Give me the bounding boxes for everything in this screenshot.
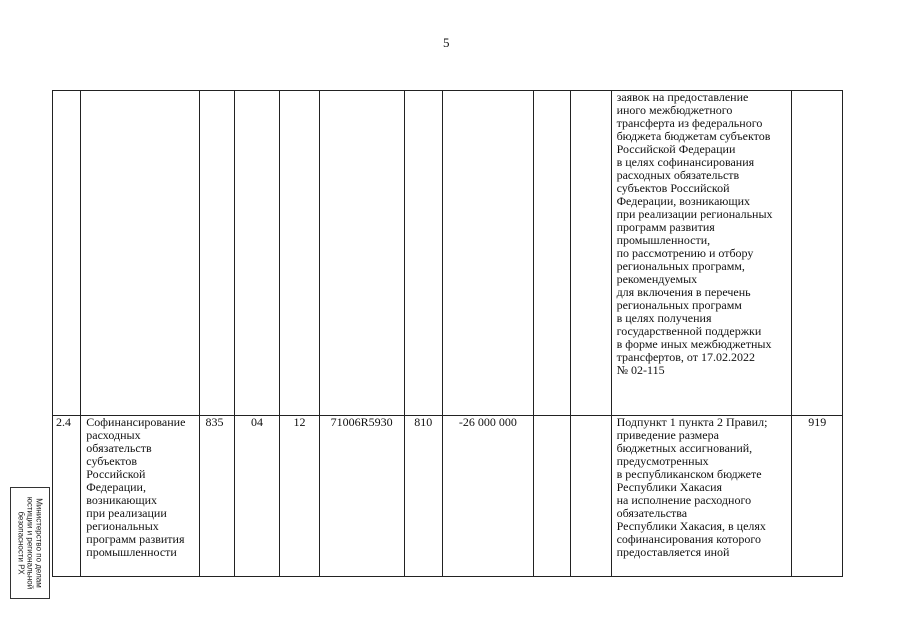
cell-basis: заявок на предоставление иного межбюджетного трансферта из федерального бюджета бюджетам субъектов Российской Федерации в целях софинансирования расходных обязательств субъектов Российской Федерации, возникающих при реализации региональных программ развития промышленности, по рассмотрению и отбору региональных программ, рекомендуемых для включения в перечень региональных программ в целях получения государственной поддержки в форме иных межбюджетных трансфертов, от 17.02.2022 № 02-115 [611,91,792,416]
table-row-continued [53,91,843,416]
cell-code-d: 71006R5930 [319,416,404,577]
cell-name: Софинансирование расходных обязательств субъектов Российской Федерации, возникающих при реализации региональных программ развития промышленности [81,416,200,577]
page-number: 5 [443,35,450,50]
cell-code-c [280,91,319,416]
cell-code-c: 12 [280,416,319,577]
cell-number: 2.4 [53,416,81,577]
cell-h [571,91,611,416]
cell-h [571,416,611,577]
cell-last: 919 [792,416,843,577]
cell-code-e: 810 [404,416,442,577]
cell-code-e [404,91,442,416]
cell-name [81,91,200,416]
cell-g [533,91,570,416]
cell-code-a [200,91,234,416]
cell-g [533,416,570,577]
cell-amount [442,91,533,416]
registration-stamp [10,487,50,599]
stamp-text: Министерство по делам юстиции и региональной безопасности РХ [16,496,44,590]
cell-last [792,91,843,416]
cell-amount: -26 000 000 [442,416,533,577]
cell-code-b [234,91,279,416]
cell-number [53,91,81,416]
table-row-2-4 [53,416,843,577]
cell-code-b: 04 [234,416,279,577]
cell-basis: Подпункт 1 пункта 2 Правил; приведение размера бюджетных ассигнований, предусмотренных в республиканском бюджете Республики Хакасия на исполнение расходного обязательства Республики Хакасия, в целях софинансирования которого предоставляется иной [611,416,792,577]
budget-changes-table [52,90,843,577]
cell-code-a: 835 [200,416,234,577]
cell-code-d [319,91,404,416]
